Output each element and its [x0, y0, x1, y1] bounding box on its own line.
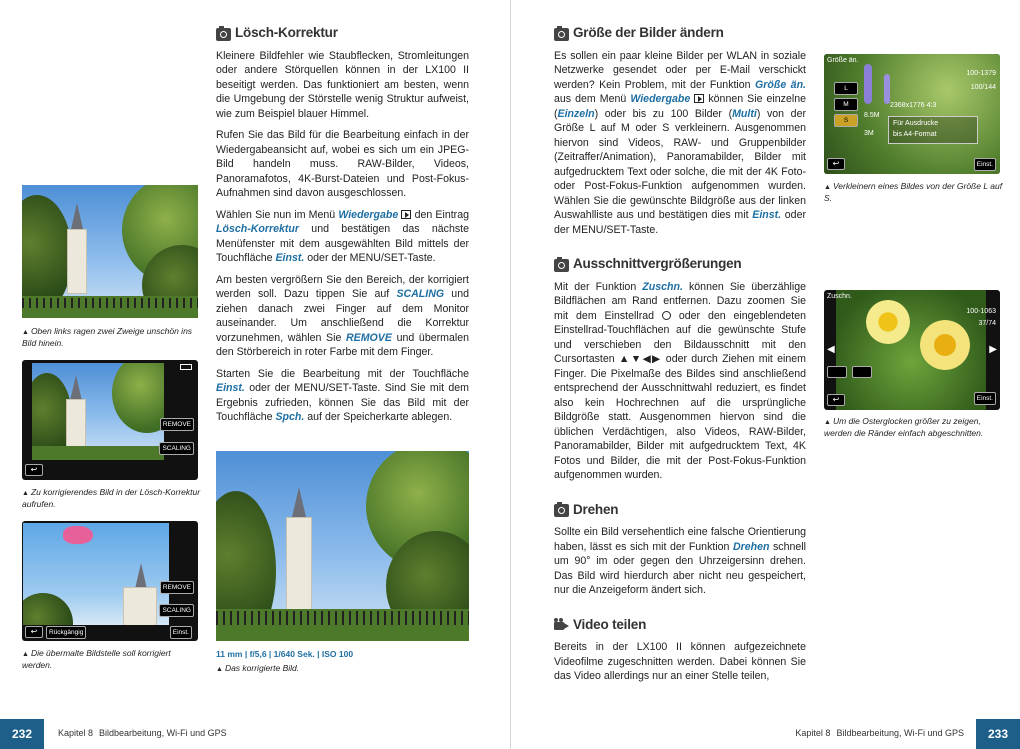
set-button[interactable]: Einst. [974, 158, 996, 171]
caption-painted-screen: ▲ Die übermalte Bildstelle soll korrigiert werden. [22, 648, 171, 670]
caption-original: ▲ Oben links ragen zwei Zweige unschön ins Bild hinein. [22, 326, 193, 348]
chapter-label: Kapitel 8 Bildbearbeitung, Wi-Fi und GPS [795, 728, 964, 738]
menu-title: Größe än. [827, 57, 859, 64]
chapter-label: Kapitel 8 Bildbearbeitung, Wi-Fi und GPS [58, 728, 227, 738]
menu-term: Wiedergabe [338, 208, 399, 221]
menu-term: Lösch-Korrektur [216, 223, 299, 235]
section-title-drehen: Drehen [554, 503, 806, 518]
paragraph: Kleinere Bildfehler wie Staubflecken, Stromleitungen oder andere Störquellen können in der LX100 II beseitigt werden. Das funktioniert am besten, wenn die Umgebung der Störstelle wenig Struktur aufweist, wie zum Beispiel blauer Himmel. [216, 49, 469, 120]
set-button[interactable]: Einst. [170, 626, 192, 639]
size-option-l[interactable]: L [834, 82, 858, 95]
remove-button[interactable]: REMOVE [160, 581, 194, 594]
caption-resize: ▲ Verkleinern eines Bildes von der Größe L auf S. [824, 181, 1003, 203]
caption-triangle-icon: ▲ [824, 419, 831, 426]
daffodil [920, 320, 970, 370]
undo-button[interactable]: Rückgängig [46, 626, 86, 639]
size-list [834, 82, 860, 127]
exif-info: 11 mm | f/5,6 | 1/640 Sek. | ISO 100 [216, 649, 354, 659]
section-title-loesch-korrektur: Lösch-Korrektur [216, 26, 469, 41]
zoom-out-dial-button[interactable] [827, 366, 847, 378]
right-page [510, 0, 1020, 749]
paragraph: Es sollen ein paar kleine Bilder per WLAN in soziale Netzwerke gesendet oder per E-Mail verschickt werden? Kein Problem, mit der Funktion Größe än. aus dem Menü Wiedergabe können Sie einzelne (Einzeln) oder bis zu 100 Bilder (Multi) von der Größe L auf M oder S verkleinern. Ausgenommen hiervon sind Videos, RAW- und Gruppenbilder (Zeitraffer/Animation), Panoramabilder, Bilder mit aufgedrucktem Text oder solche, die mit der 4K Foto- oder Post-Fokus-Funktion aufgenommen wurden. Wählen Sie die gewünschte Bildgröße aus der linken Auswahlliste aus und bestätigen dies mit Einst. oder der MENU/SET-Taste. [554, 49, 806, 236]
church-photo-original [22, 185, 198, 318]
video-camera-icon [554, 618, 569, 631]
paragraph: Starten Sie die Bearbeitung mit der Touchfläche Einst. oder der MENU/SET-Taste. Sind Sie mit dem Ergebnis zufrieden, können Sie das Bild mit der Touchfläche Spch. auf der Speicherkarte ablegen. [216, 367, 469, 423]
file-number: 100-1063 [966, 308, 996, 315]
caption-triangle-icon: ▲ [22, 329, 29, 336]
menu-term: Einst. [752, 209, 782, 221]
megapixel-label: 8.5M [864, 112, 880, 119]
playback-icon [401, 210, 411, 219]
chevron-left-icon[interactable]: ◀ [827, 344, 835, 355]
menu-term: REMOVE [346, 331, 392, 344]
paragraph: Wählen Sie nun im Menü Wiedergabe den Eintrag Lösch-Korrektur und bestätigen das nächste Menüfenster mit dem ausgewählten Bild mittels der Touchfläche Einst. oder der MENU/SET-Taste. [216, 208, 469, 264]
section-title-groesse: Größe der Bilder ändern [554, 26, 806, 41]
paragraph: Bereits in der LX100 II können aufgezeichnete Videofilme zugeschnitten werden. Dabei können Sie das Video allerdings nur an einer Stelle teilen, [554, 641, 806, 682]
menu-term: Zuschn. [642, 280, 683, 293]
scaling-button[interactable]: SCALING [159, 604, 194, 617]
back-button[interactable]: ↩ [25, 626, 43, 638]
caption-remove-screen: ▲ Zu korrigierendes Bild in der Lösch-Korrektur aufrufen. [22, 487, 201, 509]
caption-corrected: ▲ Das korrigierte Bild. [216, 663, 300, 673]
image-count: 100/144 [970, 84, 996, 91]
menu-term: Drehen [732, 540, 770, 553]
menu-term: Einst. [275, 252, 305, 264]
church-photo-corrected [216, 451, 469, 641]
size-description-box: Für Ausdrucke bis A4-Format [888, 116, 978, 144]
paragraph: Mit der Funktion Zuschn. können Sie überzählige Bildflächen am Rand entfernen. Dazu zoomen Sie mit dem Einstellrad oder den eingeblendeten Einstellrad-Touchflächen auf die gewünschte Stufe und verschieben den Bildausschnitt mit den Cursortasten ▲▼◀▶ oder durch Ziehen mit einem Finger. Die Pixelmaße des Bildes sind anschließend entsprechend der Ausschnittwahl reduziert, es findet also kein Hochrechnen auf die ursprüngliche Bildgröße statt. Ausgenommen hiervon sind die üblichen Verdächtigen, also Videos, RAW-Bilder, Panoramabilder, Bilder mit aufgedrucktem Text, 4K Fotos und Bilder, die mit der Post-Fokus-Funktion aufgenommen wurden. [554, 280, 806, 481]
caption-triangle-icon: ▲ [22, 651, 29, 658]
red-paint-mark [63, 526, 93, 544]
menu-term: SCALING [396, 288, 445, 300]
caption-triangle-icon: ▲ [22, 490, 29, 497]
paragraph: Sollte ein Bild versehentlich eine falsche Orientierung haben, lässt es sich mit der Funktion Drehen schnell um 90° im oder gegen den Uhrzeigersinn drehen. Das Bild wird hierdurch aber nicht neu gespeichert, nur die Anzeigeform ändert sich. [554, 526, 806, 596]
camera-icon [554, 504, 569, 517]
section-title-ausschnitt: Ausschnittvergrößerungen [554, 257, 806, 272]
menu-term: Multi [732, 107, 757, 120]
menu-term: Wiedergabe [630, 93, 691, 105]
camera-icon [554, 259, 569, 272]
remove-button[interactable]: REMOVE [160, 418, 194, 431]
scaling-button[interactable]: SCALING [159, 442, 194, 455]
caption-triangle-icon: ▲ [824, 184, 831, 191]
zoom-in-dial-button[interactable] [852, 366, 872, 378]
camera-screen-crop [824, 290, 1000, 410]
caption-triangle-icon: ▲ [216, 666, 223, 673]
control-dial-icon [662, 311, 671, 320]
menu-term: Größe än. [755, 78, 806, 91]
section-title-video-teilen: Video teilen [554, 618, 806, 633]
daffodil [866, 300, 910, 344]
footer [511, 719, 1020, 749]
paragraph: Am besten vergrößern Sie den Bereich, der korrigiert werden soll. Dazu tippen Sie auf SCALING und ziehen danach zwei Finger auf dem Monitor auseinander. Um anschließend die Korrektur vorzunehmen, wählen Sie REMOVE und übermalen den Störbereich in roter Farbe mit dem Finger. [216, 273, 469, 358]
chevron-right-icon[interactable]: ▶ [989, 344, 997, 355]
menu-term: Einst. [216, 382, 245, 394]
back-button[interactable]: ↩ [25, 464, 43, 476]
battery-icon [180, 364, 192, 370]
image-count: 37/74 [978, 320, 996, 327]
camera-icon [216, 28, 231, 41]
footer [0, 719, 510, 749]
camera-screen-resize [824, 54, 1000, 174]
caption-crop: ▲ Um die Osterglocken größer zu zeigen, werden die Ränder einfach abgeschnitten. [824, 416, 984, 438]
camera-icon [554, 28, 569, 41]
back-button[interactable]: ↩ [827, 394, 845, 406]
playback-icon [694, 94, 704, 103]
right-text-column [554, 26, 806, 691]
menu-term: Spch. [275, 411, 305, 423]
size-option-s[interactable]: S [834, 114, 858, 127]
camera-screen-remove [22, 360, 198, 480]
megapixel-label: 3M [864, 130, 874, 137]
camera-screen-painted [22, 521, 198, 641]
menu-term: Einzeln [557, 107, 595, 120]
left-text-column [216, 26, 469, 432]
file-number: 100-1379 [966, 70, 996, 77]
size-option-m[interactable]: M [834, 98, 858, 111]
menu-title: Zuschn. [827, 293, 852, 300]
resolution-label: 2368x1776 4:3 [890, 102, 937, 109]
page-number: 233 [976, 719, 1020, 749]
set-button[interactable]: Einst. [974, 392, 996, 405]
page-number: 232 [0, 719, 44, 749]
back-button[interactable]: ↩ [827, 158, 845, 170]
paragraph: Rufen Sie das Bild für die Bearbeitung einfach in der Wiedergabeansicht auf, wobei es sich um ein JPEG-Bild handeln muss. RAW-Bilder, Videos, Panoramafotos, 4K-Burst-Dateien und Post-Fokus-Aufnahmen sind davon ausgeschlossen. [216, 129, 469, 199]
